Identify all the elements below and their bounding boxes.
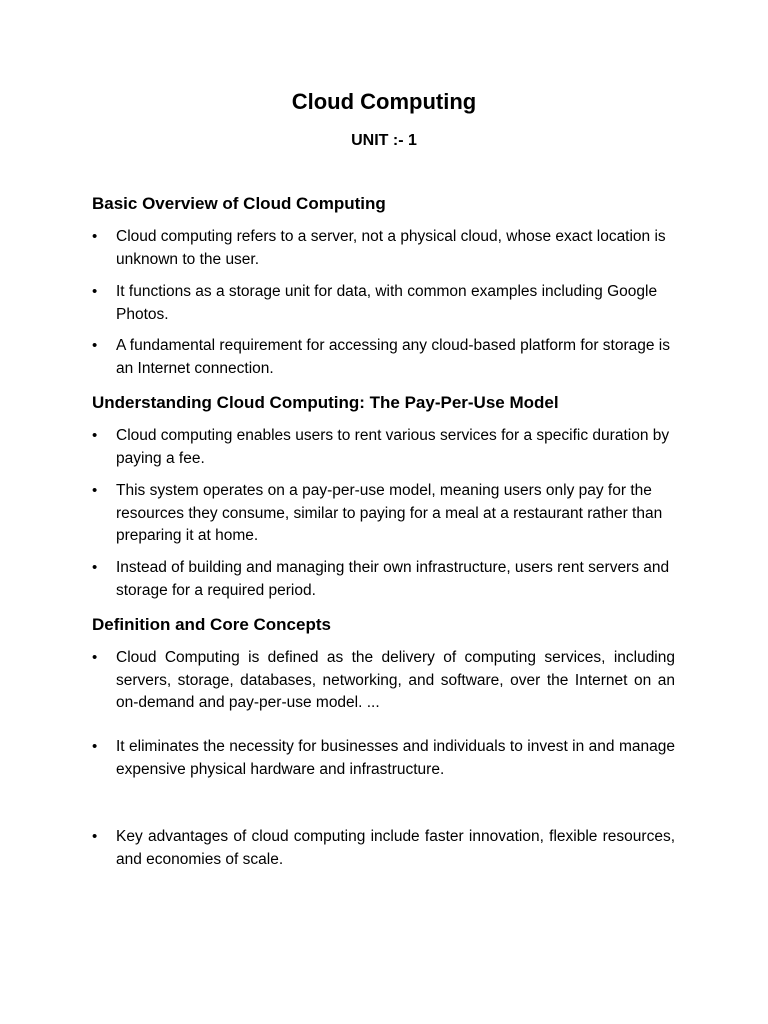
- list-item: [92, 281, 675, 326]
- list-item-text: It functions as a storage unit for data, with common examples including Google Photos.: [116, 283, 658, 323]
- bullet-icon: •: [92, 738, 98, 755]
- list-item-text: Cloud computing enables users to rent various services for a specific duration by paying a fee.: [116, 427, 670, 467]
- list-item: [92, 425, 675, 470]
- list-item: [92, 335, 675, 380]
- list-item-text: Cloud computing refers to a server, not a physical cloud, whose exact location is unknown to the user.: [116, 228, 666, 268]
- list-item-text: A fundamental requirement for accessing any cloud-based platform for storage is an Internet connection.: [116, 337, 670, 377]
- bullet-icon: •: [92, 337, 98, 354]
- list-item: [92, 736, 675, 781]
- list-item-text: Key advantages of cloud computing include faster innovation, flexible resources, and economies of scale.: [116, 828, 675, 868]
- list-item-text: It eliminates the necessity for businesses and individuals to invest in and manage expensive physical hardware and infrastructure.: [116, 738, 675, 778]
- bullet-icon: •: [92, 228, 98, 245]
- bullet-icon: •: [92, 482, 98, 499]
- section-heading-definition: Definition and Core Concepts: [92, 615, 331, 634]
- list-item: [92, 480, 675, 548]
- list-item: [92, 557, 675, 602]
- document-title: Cloud Computing: [291, 89, 477, 114]
- list-item-text: This system operates on a pay-per-use model, meaning users only pay for the resources they consume, similar to paying for a meal at a restaurant rather than preparing it at home.: [116, 482, 663, 544]
- bullet-icon: •: [92, 427, 98, 444]
- document-subtitle: UNIT :- 1: [351, 132, 417, 149]
- list-item-text: Cloud Computing is defined as the delivery of computing services, including servers, storage, databases, networking, and software, over the Internet on an on-demand and pay-per-use model. ...: [116, 649, 675, 711]
- bullet-icon: •: [92, 828, 98, 845]
- bullet-icon: •: [92, 559, 98, 576]
- bullet-icon: •: [92, 649, 98, 666]
- list-item-text: Instead of building and managing their own infrastructure, users rent servers and storage for a required period.: [116, 559, 670, 599]
- bullet-icon: •: [92, 283, 98, 300]
- section-heading-basic-overview: Basic Overview of Cloud Computing: [92, 194, 386, 213]
- section-heading-pay-per-use: Understanding Cloud Computing: The Pay-Per-Use Model: [92, 393, 559, 412]
- list-item: [92, 647, 675, 715]
- list-item: [92, 226, 675, 271]
- list-item: [92, 826, 675, 871]
